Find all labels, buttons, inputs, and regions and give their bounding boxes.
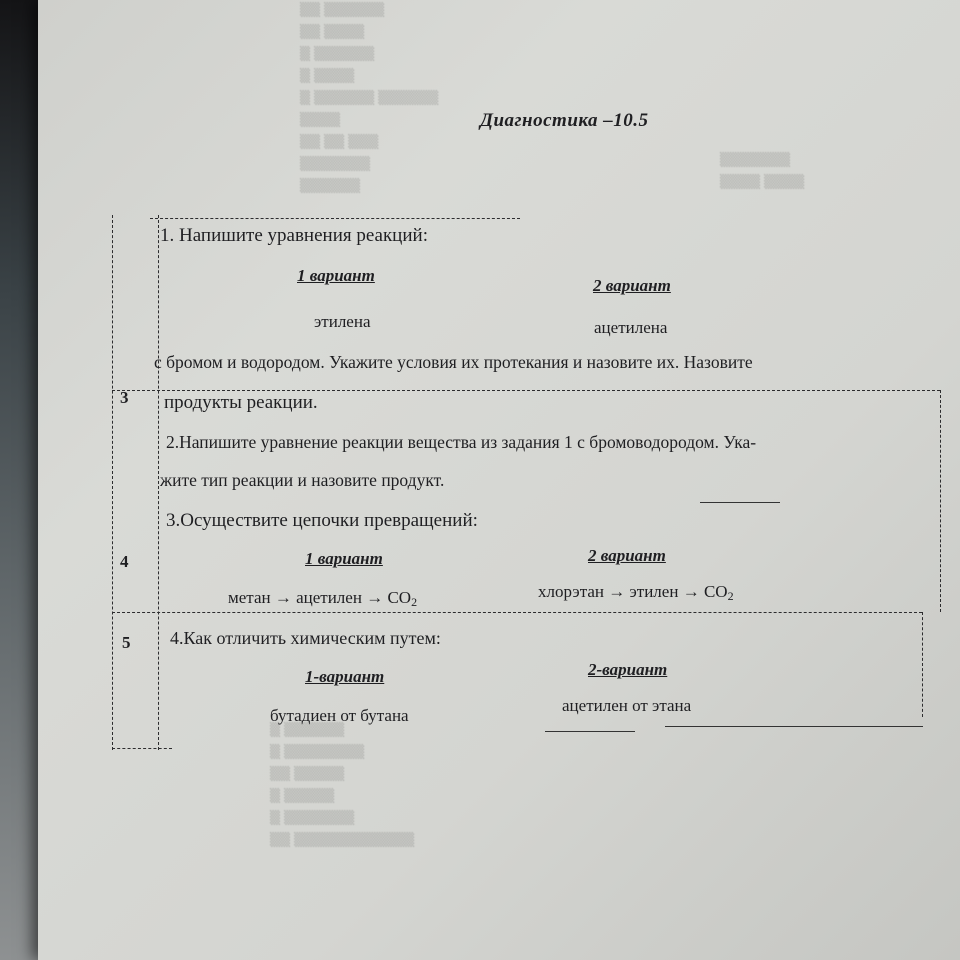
row-number: 3: [120, 388, 129, 407]
frame-right: [940, 390, 941, 612]
chain1-step-methane: метан: [228, 588, 271, 607]
arrow-icon: →: [274, 588, 292, 607]
arrow-icon: →: [366, 588, 384, 607]
frame-right-lower: [922, 612, 923, 717]
task1-variant1-label: 1 вариант: [297, 266, 375, 285]
task1-variant1-value: этилена: [314, 312, 371, 331]
task4-variant1-label: 1-вариант: [305, 667, 385, 686]
document-title: Диагностика –10.5: [480, 110, 649, 131]
task2-line1: 2.Напишите уравнение реакции вещества из задания 1 с бромоводородом. Ука-: [166, 432, 757, 452]
chain2-step-ethylene: этилен: [629, 582, 679, 601]
frame-row3-top: [112, 390, 940, 391]
row-number: 5: [122, 633, 131, 652]
chain2-step-co2: $CO_2$: [703, 582, 734, 603]
arrow-icon: →: [608, 582, 626, 601]
task3-chain2: [538, 582, 734, 604]
arrow-icon: →: [682, 582, 700, 601]
answer-line: [700, 502, 780, 503]
task4-variant2-value: ацетилен от этана: [562, 696, 692, 715]
show-through-text: ▒ ▒▒▒▒▒▒ ▒ ▒▒▒▒▒▒▒▒ ▒▒ ▒▒▒▒▒ ▒ ▒▒▒▒▒ ▒ ▒▒▒▒▒▒▒ ▒▒ ▒▒▒▒▒▒▒▒▒▒▒▒: [270, 723, 415, 848]
frame-top: [150, 218, 520, 219]
task3-variant2-label: 2 вариант: [588, 546, 666, 565]
margin-line-left: [112, 215, 113, 750]
task1-variant2-value: ацетилена: [594, 318, 668, 337]
task1-variant2-label: 2 вариант: [593, 276, 671, 295]
row-number: 4: [120, 552, 129, 571]
frame-bottom: [112, 748, 172, 749]
task4-variant2-label: 2-вариант: [588, 660, 668, 679]
show-through-text: ▒▒ ▒▒▒▒▒▒ ▒▒ ▒▒▒▒ ▒ ▒▒▒▒▒▒ ▒ ▒▒▒▒ ▒ ▒▒▒▒▒▒ ▒▒▒▒▒▒ ▒▒▒▒ ▒▒ ▒▒ ▒▒▒ ▒▒▒▒▒▒▒ ▒▒▒▒▒▒: [300, 3, 439, 194]
chain1-step-co2: $CO_2$: [387, 588, 418, 609]
task1-heading: 1. Напишите уравнения реакций:: [160, 225, 428, 246]
task1-line2: с бромом и водородом. Укажите условия их протекания и назовите их. Назовите: [154, 352, 753, 372]
chain1-step-acetylene: ацетилен: [296, 588, 362, 607]
show-through-text: ▒▒▒▒▒▒▒ ▒▒▒▒ ▒▒▒▒: [720, 153, 805, 190]
chain2-step-chloroethane: хлорэтан: [538, 582, 604, 601]
answer-line: [545, 731, 635, 732]
answer-line: [665, 726, 923, 727]
task3-chain1: [228, 588, 417, 610]
task1-line3: продукты реакции.: [164, 392, 318, 413]
task4-variant1-value: бутадиен от бутана: [270, 706, 409, 725]
task3-variant1-label: 1 вариант: [305, 549, 383, 568]
frame-row5-top: [112, 612, 922, 613]
margin-line-inner: [158, 215, 159, 750]
task3-heading: 3.Осуществите цепочки превращений:: [166, 510, 478, 531]
task4-heading: 4.Как отличить химическим путем:: [170, 628, 441, 648]
task2-line2: жите тип реакции и назовите продукт.: [160, 470, 445, 490]
